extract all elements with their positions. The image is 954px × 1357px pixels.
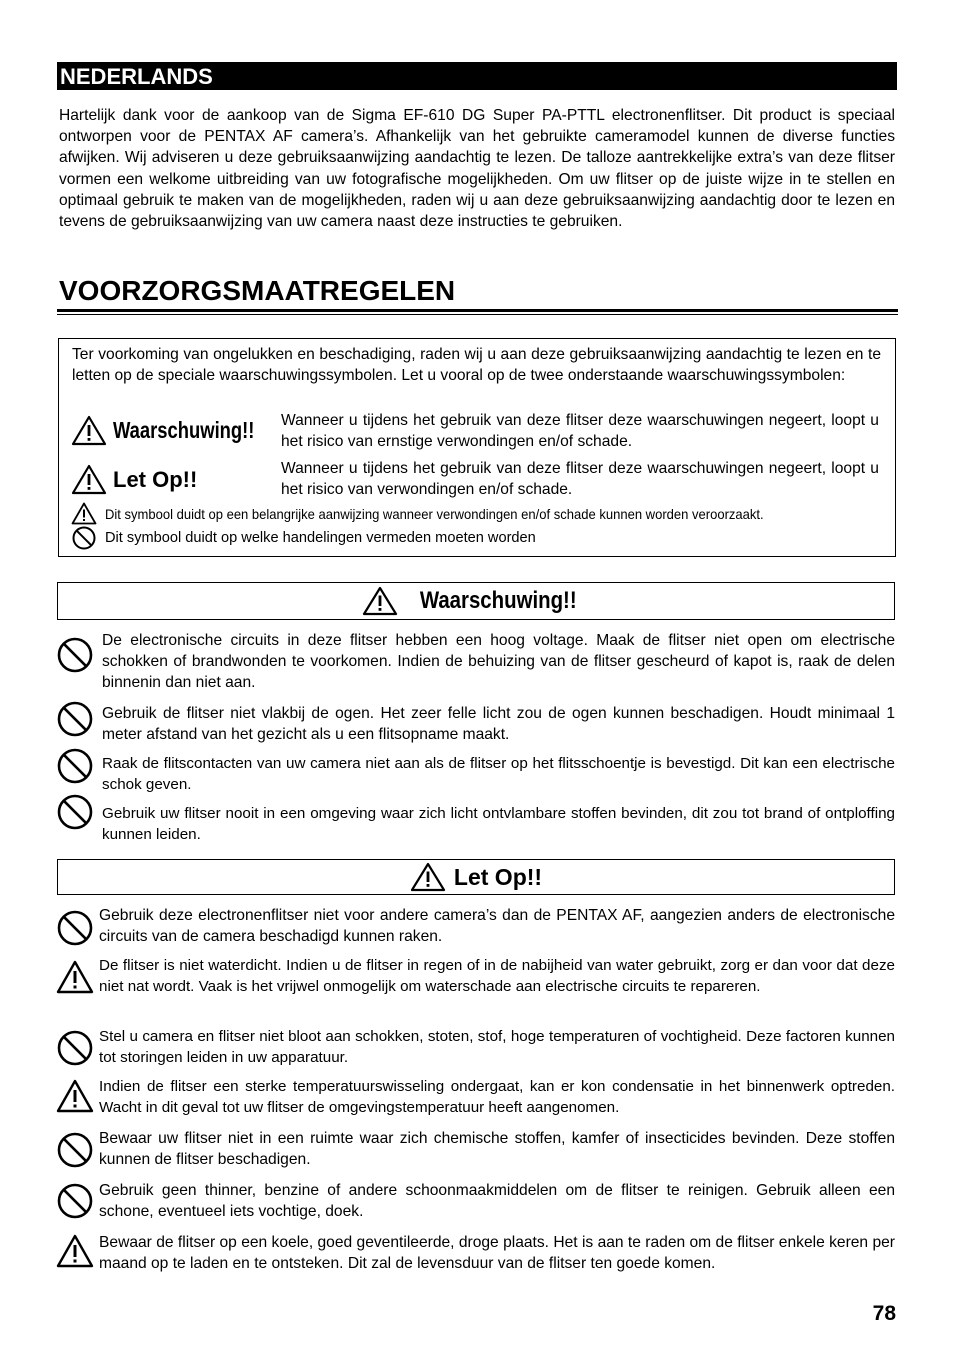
title-rule-thin: [57, 314, 898, 315]
warning-section-heading: [57, 582, 895, 620]
item-text: De flitser is niet waterdicht. Indien u de flitser in regen of in de nabijheid van water gebruikt, zorg er dan voor dat deze niet nat wordt. Vaak is het vrijwel onmogelijk om waterschade aan electrische circuits te repareren.: [99, 957, 895, 995]
prohibit-note-text: Dit symbool duidt op welke handelingen vermeden moeten worden: [105, 530, 536, 546]
warning-triangle-icon: [71, 415, 107, 446]
warning-label-text: Waarschuwing!!: [113, 417, 255, 443]
caution-description: Wanneer u tijdens het gebruik van deze flitser deze waarschuwingen negeert, loopt u het risico van verwondingen en/of schade.: [281, 460, 879, 498]
triangle-note-text: Dit symbool duidt op een belangrijke aanwijzing wanneer verwondingen en/of schade kunnen worden veroorzaakt.: [105, 505, 764, 522]
prohibit-note-row: [71, 526, 536, 550]
warning-symbol-label: [71, 415, 290, 446]
page-number: 78: [872, 1302, 896, 1325]
warning-triangle-icon: [71, 464, 107, 495]
caution-label-text: Let Op!!: [113, 466, 198, 492]
warning-triangle-icon: [71, 502, 97, 525]
item-text: Bewaar de flitser op een koele, goed geventileerde, droge plaats. Het is aan te raden om de flitser enkele keren per maand op te laden en te ontsteken. Dit zal de levensduur van de flitser ten goede komen.: [99, 1234, 895, 1272]
prohibit-icon: [56, 1182, 94, 1220]
item-text: De electronische circuits in deze flitser hebben een hoog voltage. Maak de flitser niet open om electrische schokken of brandwonden te voorkomen. Indien de behuizing van de flitser gescheurd of kapot is, raak de delen binnenin dan niet aan.: [102, 632, 895, 691]
page-title: VOORZORGSMAATREGELEN: [59, 275, 456, 306]
precautions-legend-box: [58, 338, 896, 557]
legend-intro: Ter voorkoming van ongelukken en beschadiging, raden wij u aan deze gebruiksaanwijzing aandachtig te lezen en te letten op de speciale waarschuwingssymbolen. Let u vooral op de twee onderstaande waarschuwingssymbolen:: [72, 346, 881, 384]
warning-triangle-icon: [362, 586, 398, 616]
item-text: Gebruik geen thinner, benzine of andere schoonmaakmiddelen om de flitser te reinigen. Gebruik alleen een schone, eventueel iets vochtige, doek.: [99, 1182, 895, 1220]
prohibit-icon: [56, 1131, 94, 1169]
prohibit-icon: [56, 636, 94, 674]
prohibit-icon: [56, 909, 94, 947]
warning-section-title: Waarschuwing!!: [419, 587, 577, 614]
caution-section-title: Let Op!!: [453, 863, 543, 890]
item-text: Gebruik uw flitser nooit in een omgeving waar zich licht ontvlambare stoffen bevinden, dit zou tot brand of ontploffing kunnen leiden.: [102, 805, 895, 843]
intro-paragraph: Hartelijk dank voor de aankoop van de Sigma EF-610 DG Super PA-PTTL electronenflitser. Dit product is speciaal ontworpen voor de PENTAX AF camera’s. Afhankelijk van het gebruikte cameramodel kunnen de diverse functies afwijken. Wij adviseren u deze gebruiksaanwijzing aandachtig te lezen. De talloze aantrekkelijke extra’s van deze flitser vormen een welkome uitbreiding van uw fotografische mogelijkheden. Om uw flitser op de juiste wijze in te stellen en optimaal gebruik te maken van de mogelijkheden, raden wij u aan deze gebruiksaanwijzing aandachtig door te lezen en tevens de gebruiksaanwijzing van uw camera naast deze instructies te gebruiken.: [59, 107, 895, 231]
item-text: Gebruik de flitser niet vlakbij de ogen. Het zeer felle licht zou de ogen kunnen beschadigen. Houdt minimaal 1 meter afstand van het gezicht als u een flitsopname maakt.: [102, 705, 895, 743]
caution-symbol-label: [71, 464, 197, 495]
triangle-note-row: [71, 502, 813, 525]
item-text: Stel u camera en flitser niet bloot aan schokken, stoten, stof, hoge temperaturen of vochtigheid. Deze factoren kunnen tot storingen leiden in uw apparatuur.: [99, 1028, 895, 1066]
prohibit-icon: [71, 526, 97, 550]
warning-description: Wanneer u tijdens het gebruik van deze flitser deze waarschuwingen negeert, loopt u het risico van ernstige verwondingen en/of schade.: [281, 412, 879, 450]
caution-section-heading: [57, 859, 895, 895]
warning-triangle-icon: [56, 1234, 94, 1268]
item-text: Gebruik deze electronenflitser niet voor andere camera’s dan de PENTAX AF, aangezien anders de electronische circuits van de camera beschadigd kunnen raken.: [99, 907, 895, 945]
warning-triangle-icon: [410, 862, 446, 892]
item-text: Bewaar uw flitser niet in een ruimte waar zich chemische stoffen, kamfer of insecticides bevinden. Deze stoffen kunnen de flitser beschadigen.: [99, 1130, 895, 1168]
item-text: Raak de flitscontacten van uw camera niet aan als de flitser op het flitsschoentje is bevestigd. Dit kan een electrische schok geven.: [102, 755, 895, 793]
prohibit-icon: [56, 793, 94, 831]
item-text: Indien de flitser een sterke temperatuurswisseling ondergaat, kan er kon condensatie in het binnenwerk optreden. Wacht in dit geval tot uw flitser de omgevingstemperatuur heeft aangenomen.: [99, 1078, 895, 1116]
warning-triangle-icon: [56, 1079, 94, 1113]
title-rule: [57, 309, 898, 312]
prohibit-icon: [56, 700, 94, 738]
prohibit-icon: [56, 747, 94, 785]
language-heading: NEDERLANDS: [57, 62, 897, 90]
prohibit-icon: [56, 1029, 94, 1067]
warning-triangle-icon: [56, 960, 94, 994]
